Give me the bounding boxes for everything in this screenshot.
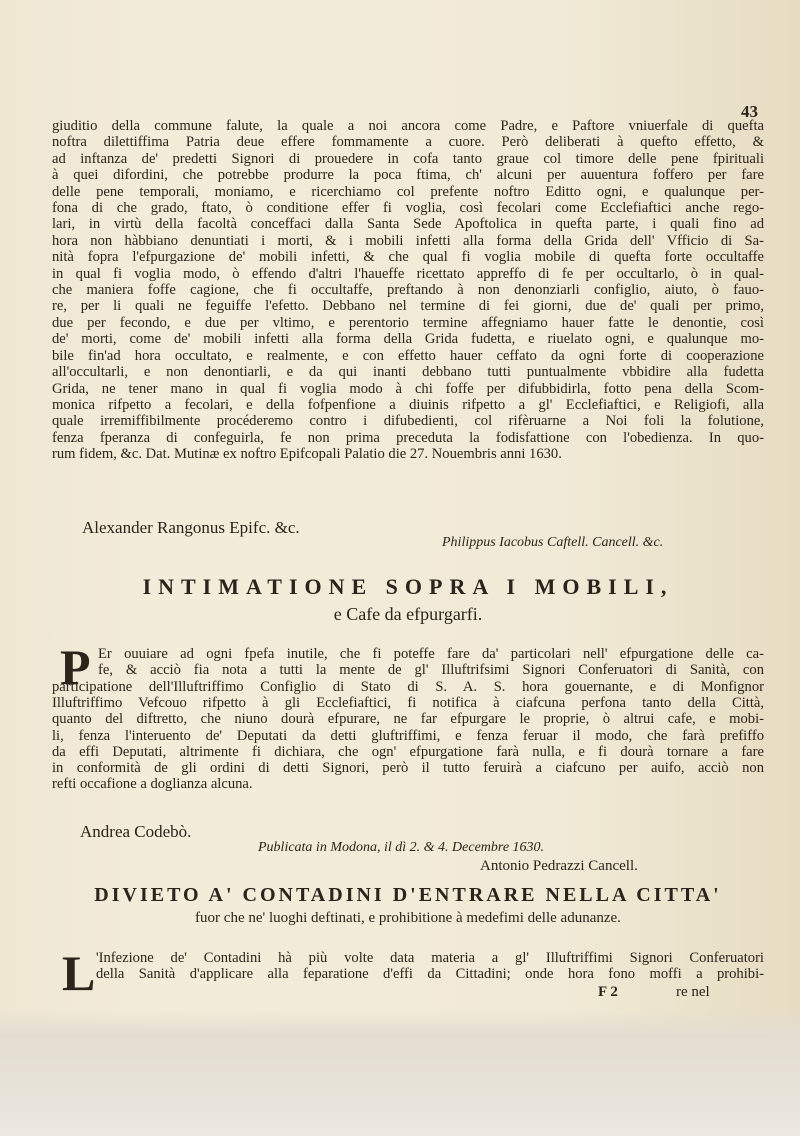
text-line: noftra dilettiffima Patria deue effere fommamente a cuore. Però deliberati à quefto effetto, & xyxy=(52,134,764,151)
text-line: fenza fperanza di confeguirla, fe non prima preceduta la fodisfattione con l'obedienza. In quo- xyxy=(52,429,764,446)
text-line: monica rifpetto a fecolari, e della fofpenfione a diuinis rifpetto a gl' Ecclefiaftici, e Religiofi, alla xyxy=(52,396,764,413)
text-line: all'occultarli, e non denontiarli, e da qui inanti debbano tutti puntualmente vbbidire alla fudetta xyxy=(52,364,764,381)
text-line: Grida, ne tener mano in qual fi voglia modo à chi foffe per difubbidirla, fotto pena della Scom- xyxy=(52,380,764,397)
text-line: da effi Deputati, altrimente fi dichiara, che ogn' efpurgatione farà nulla, e fi dourà tornare a fare xyxy=(52,743,764,760)
dropcap-l: L xyxy=(62,945,96,1001)
intimation-first-lines xyxy=(98,646,764,678)
text-line: rum fidem, &c. Dat. Mutinæ ex noftro Epifcopali Palatio die 27. Nouembris anni 1630. xyxy=(52,446,562,463)
decree-body xyxy=(52,118,764,463)
text-line: refti occafione a doglianza alcuna. xyxy=(52,776,253,793)
text-line: della Sanità d'applicare alla feparatione d'effi da Cittadini; onde hora fono moffi a prohibi- xyxy=(96,966,764,983)
text-line: in qual fi voglia modo, ò effendo d'altri l'haueffe ricettato appreffo di fe per occultarlo, ò in qual- xyxy=(52,265,764,282)
text-line: lari, in virtù della facoltà conceffaci dalla Santa Sede Apoftolica in quefta parte, i quali fino ad xyxy=(52,216,764,233)
page-bottom-background xyxy=(0,1010,800,1136)
text-line: fe, & acciò fia nota a tutti la mente de gl' Illuftrifsimi Signori Conferuatori di Sanità, con xyxy=(98,662,764,679)
text-line: re, per li quali ne feguiffe l'efetto. Debbano nel termine di fei giorni, due de' quali per primo, xyxy=(52,298,764,315)
signature-pedrazzi: Antonio Pedrazzi Cancell. xyxy=(480,858,638,874)
text-line: ad inftanza de' predetti Signori di prouedere in cofa tanto graue col timore delle pene fpirituali xyxy=(52,150,764,167)
text-line: bile fin'ad hora occultato, e realmente, e con effetto hauer ceffato da ogni forte di cooperazione xyxy=(52,347,764,364)
text-line: due per fecondo, e due per vltimo, e perentorio termine affegniamo hauer fatte le denontie, così xyxy=(52,314,764,331)
text-line: hora non hàbbiano denuntiati i morti, & i mobili infetti alla forma della Grida dell' Vfficio di Sa- xyxy=(52,232,764,249)
intimation-body xyxy=(52,679,764,792)
text-line: de' morti, come de' mobili infetti alla forma della Grida fudetta, e riuelato ogni, e qualunque mo- xyxy=(52,331,764,348)
section-subtitle-intimation: e Cafe da efpurgarfi. xyxy=(333,604,483,624)
text-line: Er ouuiare ad ogni fpefa inutile, che fi poteffe fare da' particolari nell' efpurgatione delle ca- xyxy=(98,646,764,662)
text-line: quanto del diftretto, che niuno dourà efpurare, ne far efpurgare le proprie, ò altrui cafe, e mobi- xyxy=(52,711,764,728)
text-line: delle pene temporali, moniamo, e ricerchiamo col prefente noftro Editto ogni, e qualunque per- xyxy=(52,183,764,200)
text-line: li, fenza l'interuento de' Deputati da detti gluftriffimi, e fenza feruar il modo, che farà prefiffo xyxy=(52,727,764,744)
text-line: quale irremiffibilmente procéderemo contro i difubedienti, col rifèruarne a Noi foli la folutione, xyxy=(52,413,764,430)
text-line: à quei difordini, che potrebbe produrre la poca ftima, ch' alcuni per auuentura foffero per fare xyxy=(52,167,764,184)
section-subtitle-prohibition: fuor che ne' luoghi deftinati, e prohibitione à medefimi delle adunanze. xyxy=(195,910,621,926)
text-line: participatione dell'Illuftriffimo Configlio di Stato di S. A. S. hora gouernante, e di Monfignor xyxy=(52,679,764,695)
page-number: 43 xyxy=(741,102,758,121)
signature-bishop: Alexander Rangonus Epifc. &c. xyxy=(82,518,300,537)
signature-mark: F 2 xyxy=(598,984,618,1000)
text-line: nità fopra l'efpurgazione de' mobili infetti, & che qual fi voglia mobile di quefta forte occultaffe xyxy=(52,249,764,266)
dropcap-p: P xyxy=(60,639,91,695)
text-line: fona di che grado, ftato, ò conditione effer fi voglia, così fecolari come Ecclefiaftici anche rego- xyxy=(52,200,764,217)
signature-chancellor: Philippus Iacobus Caftell. Cancell. &c. xyxy=(442,535,664,550)
signature-codebo: Andrea Codebò. xyxy=(80,822,192,841)
text-line: Illuftriffimo Vefcouo rifpetto à gli Ecclefiaftici, fi notifica à ciafcuna perfona tanto della Città, xyxy=(52,695,764,712)
section-title-intimation: INTIMATIONE SOPRA I MOBILI, xyxy=(142,574,674,599)
section-title-prohibition: DIVIETO A' CONTADINI D'ENTRARE NELLA CITTA' xyxy=(94,884,722,906)
text-line: 'Infezione de' Contadini hà più volte data materia a gl' Illuftriffimi Signori Conferuatori xyxy=(96,950,764,966)
text-line: che maniera foffe cagione, che fi occultaffe, preftando à non denonziarli configlio, aiuto, ò fauo- xyxy=(52,282,764,299)
text-line: in conformità de gli ordini di detti Signori, però il tutto feruirà a ciafcuno per auifo, acciò non xyxy=(52,760,764,777)
prohibition-body xyxy=(96,950,764,982)
publication-note: Publicata in Modona, il dì 2. & 4. Decembre 1630. xyxy=(258,840,545,855)
text-line: giuditio della commune falute, la quale a noi ancora come Padre, e Paftore vniuerfale di quefta xyxy=(52,118,764,134)
catchword: re nel xyxy=(676,984,710,1000)
